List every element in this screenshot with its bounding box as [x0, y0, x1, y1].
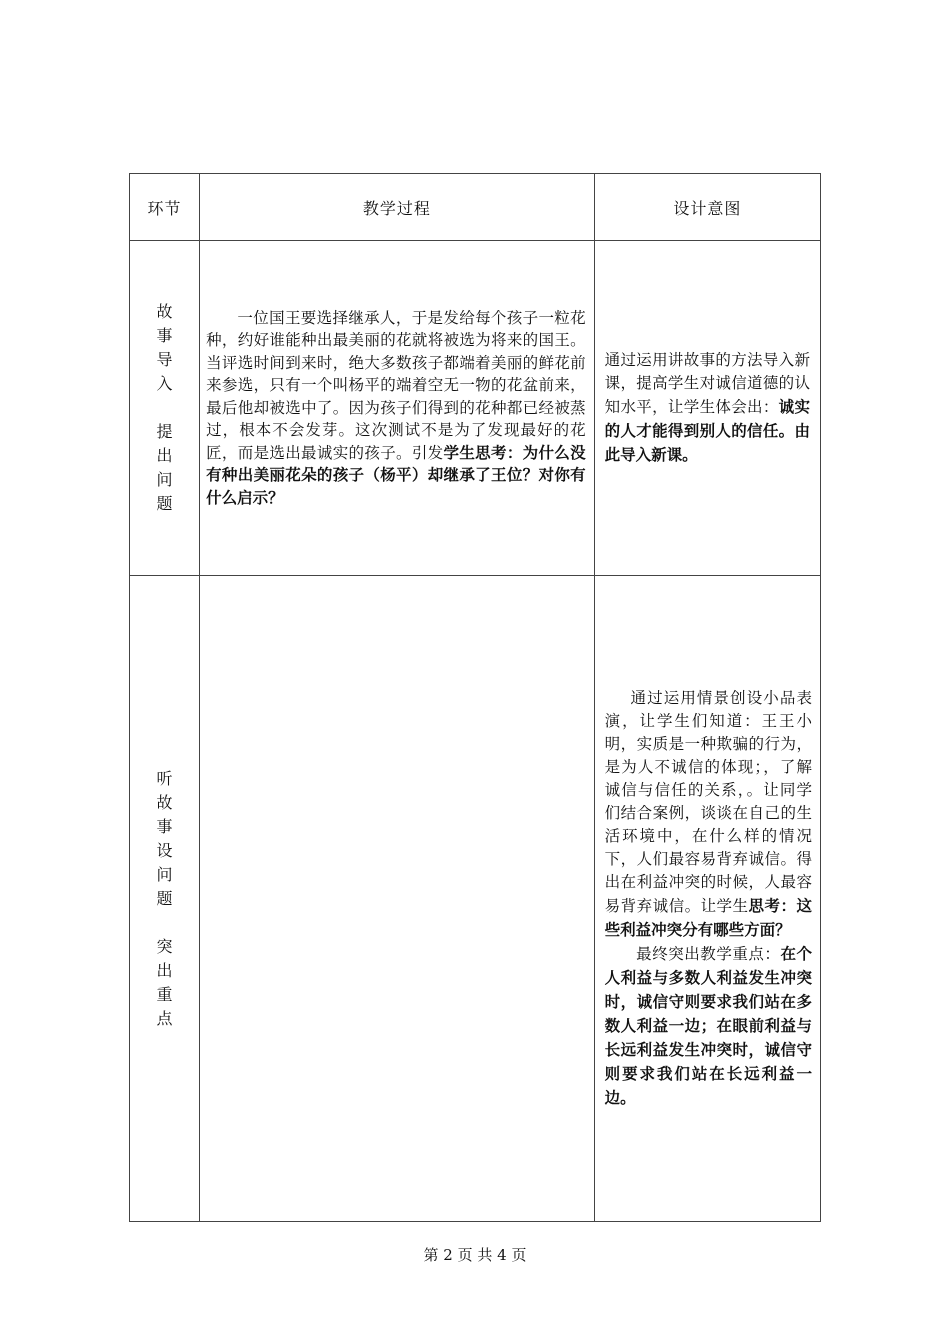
stage-char: 重 [156, 984, 173, 1004]
stage-char: 出 [156, 960, 173, 980]
stage-char: 事 [156, 326, 173, 346]
stage-label-a [130, 767, 199, 911]
intent-text [595, 349, 820, 467]
stage-char: 故 [156, 792, 173, 812]
process-cell [200, 576, 595, 1222]
intent-p1-bold: 思考：这些利益冲突分有哪些方面？ [604, 896, 812, 940]
lesson-plan-table [129, 173, 821, 1222]
stage-cell [130, 576, 200, 1222]
stage-char: 问 [156, 470, 173, 490]
intent-paragraph-2 [605, 942, 812, 1110]
header-stage: 环节 [130, 174, 200, 241]
stage-char: 设 [156, 840, 173, 860]
stage-char: 提 [156, 422, 173, 442]
header-intent: 设计意图 [594, 174, 820, 241]
stage-char: 导 [156, 350, 173, 370]
stage-char: 突 [156, 936, 173, 956]
stage-char: 点 [156, 1008, 173, 1028]
stage-cell [130, 241, 200, 576]
stage-label-a [130, 300, 199, 396]
table-row [130, 576, 821, 1222]
intent-p2-plain: 最终突出教学重点： [635, 945, 781, 964]
intent-cell [594, 576, 820, 1222]
intent-bold: 诚实的人才能得到别人的信任。由此导入新课。 [604, 397, 810, 465]
table-row [130, 241, 821, 576]
process-bold: 学生思考：为什么没有种出美丽花朵的孩子（杨平）却继承了王位？对你有什么启示？ [206, 442, 586, 507]
stage-char: 题 [156, 888, 173, 908]
header-process: 教学过程 [200, 174, 595, 241]
stage-char: 出 [156, 446, 173, 466]
stage-char: 故 [156, 302, 173, 322]
stage-char: 听 [156, 768, 173, 788]
intent-p2-bold: 在个人利益与多数人利益发生冲突时，诚信守则要求我们站在多数人利益一边；在眼前利益与长远利益发生冲突时，诚信守则要求我们站在长远利益一边。 [604, 944, 812, 1108]
intent-plain: 通过运用讲故事的方法导入新课，提高学生对诚信道德的认知水平，让学生体会出： [604, 351, 810, 417]
table-header-row [130, 174, 821, 241]
intent-text [595, 687, 820, 1110]
intent-cell [594, 241, 820, 576]
page-footer: 第 2 页 共 4 页 [423, 1246, 527, 1264]
stage-label-b [130, 935, 199, 1031]
process-cell [200, 241, 595, 576]
stage-label-b [130, 420, 199, 516]
stage-char: 问 [156, 864, 173, 884]
intent-paragraph-1 [605, 687, 812, 942]
process-text [200, 307, 594, 510]
stage-char: 事 [156, 816, 173, 836]
stage-char: 入 [156, 374, 173, 394]
stage-char: 题 [156, 494, 173, 514]
process-plain: 一位国王要选择继承人，于是发给每个孩子一粒花种，约好谁能种出最美丽的花就将被选为将来的国王。当评选时间到来时，绝大多数孩子都端着美丽的鲜花前来参选，只有一个叫杨平的端着空无一物的花盆前来，最后他却被选中了。因为孩子们得到的花种都已经被蒸过，根本不会发芽。这次测试不是为了发现最好的花匠，而是选出最诚实的孩子。引发 [206, 308, 586, 462]
intent-p1-plain: 通过运用情景创设小品表演，让学生们知道：王王小明，实质是一种欺骗的行为，是为人不诚信的体现；，了解诚信与信任的关系，。让同学们结合案例，谈谈在自己的生活环境中，在什么样的情况下，人们最容易背弃诚信。得出在利益冲突的时候，人最容易背弃诚信。让学生 [604, 689, 812, 916]
